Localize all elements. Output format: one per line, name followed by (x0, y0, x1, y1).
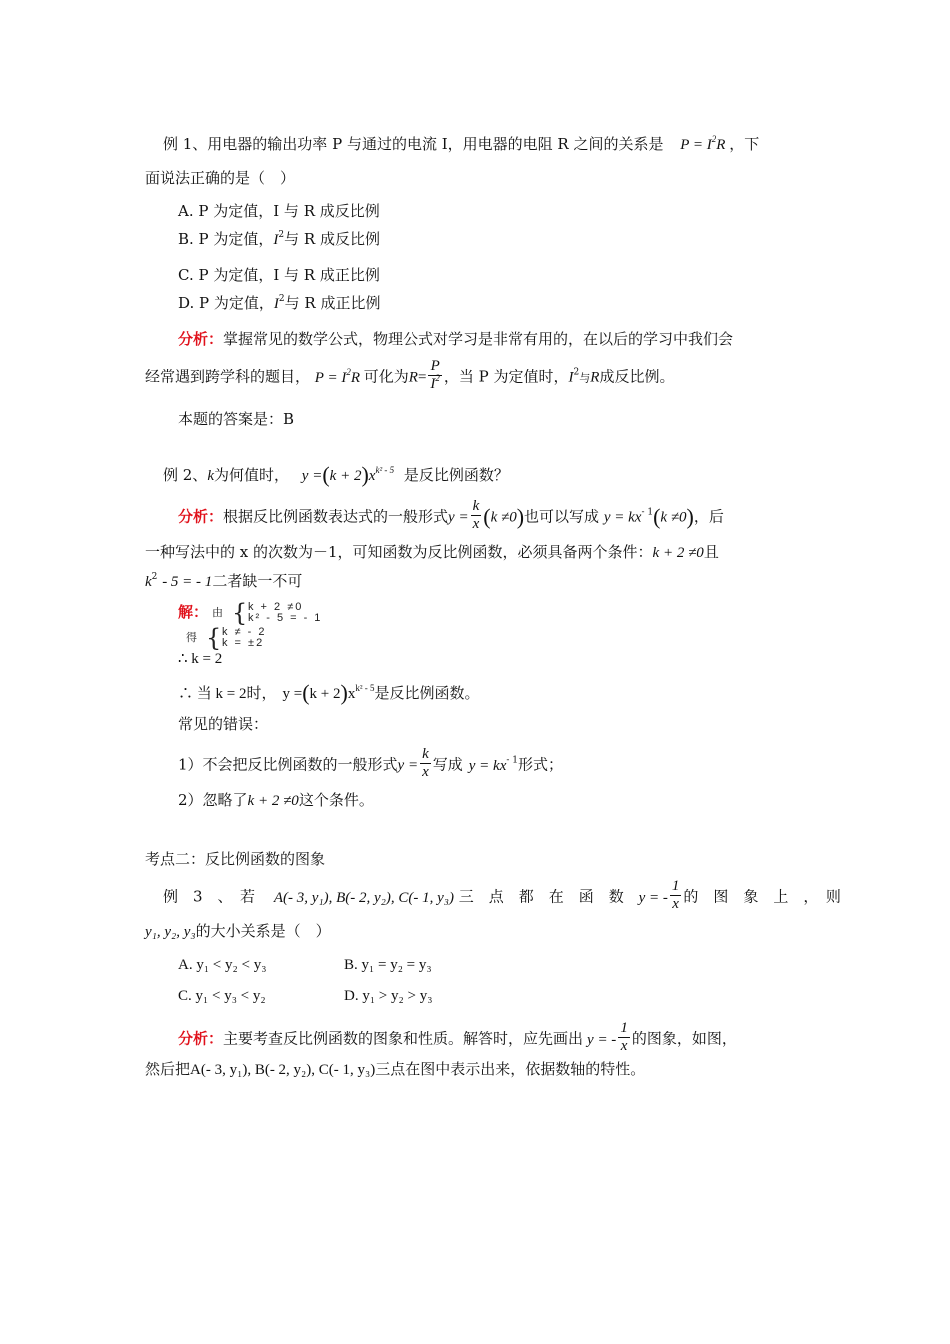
brace-icon: { (232, 599, 248, 627)
analysis-label: 分析： (178, 330, 224, 348)
ex2-question-formula: $y =(k + 2)x^{k^2 - 5}$ (301, 462, 395, 487)
ex1-question-line1 (163, 134, 760, 153)
ex1-option-b: B. P 为定值，$I^2$与 R 成反比例 (178, 230, 380, 248)
ex2-therefore-2: ∴ 当 k = 2时， $y =(k + 2)x^{k^2 - 5}$是反比例函数。 (178, 680, 480, 705)
ex3-analysis-fraction: $\frac{1}{x}$ (620, 1020, 628, 1054)
ex3-option-a: A. y₁ < y₂ < y₃ (178, 957, 267, 973)
ex2-mistakes-title: 常见的错误： (178, 715, 269, 733)
ex2-analysis-line3: $k^2 - 5$ = - 1二者缺一不可 (145, 572, 303, 590)
ex2-therefore-1: ∴ k = 2 (178, 651, 223, 667)
ex3-fraction: $\frac{1}{x}$ (671, 878, 680, 912)
ex2-solution-label: 解： (178, 603, 209, 621)
ex1-question-tail: ，下 (729, 135, 760, 153)
ex1-option-a: A. P 为定值，I 与 R 成反比例 (178, 202, 380, 220)
ex1-question-text: 例 1、用电器的输出功率 P 与通过的电流 I，用电器的电阻 R 之间的关系是 (163, 135, 664, 153)
ex3-option-d: D. y₁ > y₂ > y₃ (344, 988, 433, 1004)
ex3-option-c: C. y₁ < y₃ < y₂ (178, 988, 266, 1004)
ex3-analysis-line2: 然后把A(- 3, y₁), B(- 2, y₂), C(- 1, y₃)三点在图中表示出来，依据数轴的特性。 (145, 1060, 646, 1078)
ex1-option-c: C. P 为定值，I 与 R 成正比例 (178, 266, 380, 284)
ex3-question-line2: y₁, y₂, y₃的大小关系是（ ） (145, 922, 331, 940)
ex2-analysis-line2: 一种写法中的 x 的次数为－1，可知函数为反比例函数，必须具备两个条件：k + 2 ≠0且 (145, 543, 719, 561)
ex1-formula: $P = I^2R$ (680, 134, 726, 153)
ex1-answer: 本题的答案是：B (178, 410, 295, 428)
ex2-analysis-line1: 分析：根据反比例函数表达式的一般形式y = $\frac{k}{x}$ (k ≠0)也可以写成 $y = kx^{- 1}(k \ne 0)$，后 (178, 498, 724, 532)
ex1-analysis-formula: $P = I^2R$ (314, 366, 360, 386)
brace-icon: { (206, 624, 222, 652)
ex1-analysis-line1: 分析：掌握常见的数学公式，物理公式对学习是非常有用的，在以后的学习中我们会 (178, 330, 734, 348)
ex2-mistake-2: 2）忽略了k + 2 ≠0这个条件。 (178, 791, 374, 809)
ex1-fraction: $\frac{P}{I^2}$ (430, 358, 440, 392)
ex3-question-line1: 例 3 、 若 A(- 3, y₁), B(- 2, y₂), C(- 1, y₃) 三 点 都 在 函 数 y = - $\frac{1}{x}$ 的 图 象 上 ， 则 (163, 878, 841, 912)
analysis-label: 分析： (178, 507, 224, 526)
ex1-question-line2: 面说法正确的是（ ） (145, 169, 296, 187)
ex1-analysis-line2: 经常遇到跨学科的题目， $P = I^2R$ 可化为R= $\frac{P}{I^2}$ ，当 P 为定值时，$I^2$与R成反比例。 (145, 358, 675, 392)
ex2-question: 例 2、k为何值时， $y =(k + 2)x^{k^2 - 5}$ 是反比例函数？ (163, 462, 509, 487)
ex3-analysis-line1: 分析：主要考查反比例函数的图象和性质。解答时，应先画出 y = - $\frac{1}{x}$ 的图象，如图， (178, 1020, 737, 1054)
section2-title: 考点二：反比例函数的图象 (145, 850, 326, 868)
ex2-fraction-k-over-x: $\frac{k}{x}$ (472, 498, 480, 532)
analysis-label: 分析： (178, 1029, 224, 1048)
ex2-mistake-fraction: $\frac{k}{x}$ (422, 746, 429, 780)
ex2-mistake-1: 1）不会把反比例函数的一般形式y = $\frac{k}{x}$ 写成 $y = kx^{- 1}$形式； (178, 746, 564, 780)
ex3-option-b: B. y₁ = y₂ = y₃ (344, 957, 432, 973)
ex1-option-d: D. P 为定值，$I^2$与 R 成正比例 (178, 294, 381, 312)
